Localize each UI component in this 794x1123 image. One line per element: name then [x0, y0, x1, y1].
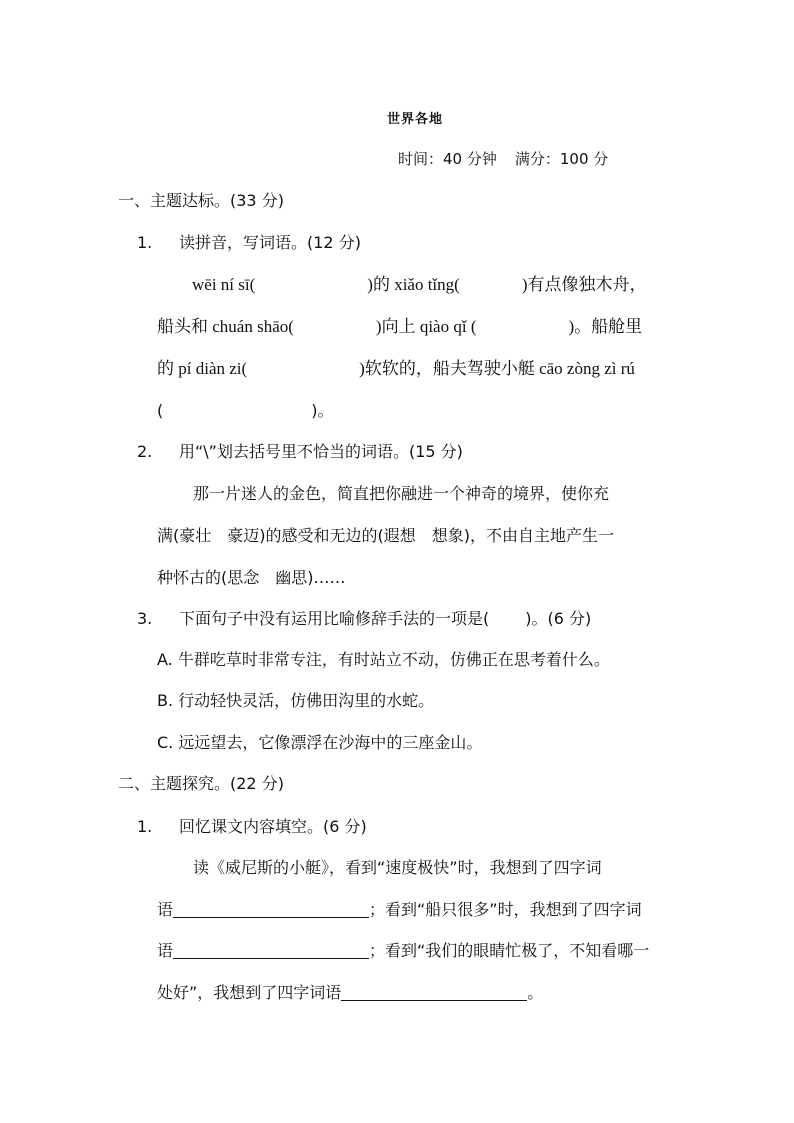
option-b: B. 行动轻快灵活，仿佛田沟里的水蛇。 [157, 691, 435, 710]
pinyin-xiaoting: )的 xiǎo tǐng( [367, 275, 460, 294]
bracket-close: )。 [311, 401, 334, 420]
pinyin-caozongziru: )软软的，船夫驾驶小艇 cāo zòng zì rú [359, 359, 635, 378]
q1-3-prompt: 下面句子中没有运用比喻修辞手法的一项是( [179, 609, 490, 628]
text-segment: 处好”，我想到了四字词语 [157, 983, 342, 1002]
answer-underline[interactable] [173, 901, 369, 918]
q2-1-number: 1. [137, 817, 153, 836]
q2-1-prompt-line [137, 816, 367, 838]
text-segment: ；看到“船只很多”时，我想到了四字词 [369, 900, 642, 919]
q1-3-prompt-line [137, 608, 591, 630]
pinyin-pidianzi: 的 pí diàn zi( [157, 359, 248, 378]
q2-1-line-3 [157, 940, 649, 962]
time-limit: 时间：40 分钟 [398, 150, 497, 168]
pinyin-weinisi: wēi ní sī( [192, 275, 256, 294]
q1-2-passage-line-2: 满(豪壮 豪迈)的感受和无边的(遐想 想象)，不由自主地产生一 [157, 526, 614, 545]
pinyin-qiaoqi: )向上 qiào qǐ ( [375, 317, 477, 336]
text-segment: ；看到“我们的眼睛忙极了，不知看哪一 [369, 941, 650, 960]
text-segment: 语 [157, 941, 174, 960]
option-a: A. 牛群吃草时非常专注，有时站立不动，仿佛正在思考着什么。 [157, 650, 610, 669]
q2-1-line-2 [157, 899, 642, 921]
q1-1-line-2 [157, 316, 642, 338]
page-title: 世界各地 [386, 112, 443, 127]
answer-underline[interactable] [173, 942, 369, 959]
option-c: C. 远远望去，它像漂浮在沙海中的三座金山。 [157, 733, 483, 752]
q1-2-passage-line-1: 那一片迷人的金色，简直把你融进一个神奇的境界，使你充 [193, 484, 610, 503]
q2-1-line-1: 读《威尼斯的小艇》，看到“速度极快”时，我想到了四字词 [193, 858, 602, 877]
exam-meta [398, 148, 608, 169]
q1-3-number: 3. [137, 609, 153, 628]
q1-1-number: 1. [137, 233, 153, 252]
q1-1-line-1 [192, 274, 647, 296]
bracket-open: ( [157, 401, 164, 420]
pinyin-chuanshao: 船头和 chuán shāo( [157, 317, 294, 336]
q1-2-number: 2. [137, 442, 153, 461]
q1-1-line-4 [157, 400, 334, 422]
q1-2-passage-line-3: 种怀古的(思念 幽思)…… [157, 568, 346, 587]
text-segment: )有点像独木舟， [521, 275, 647, 294]
text-segment: )。船舱里 [568, 317, 643, 336]
q2-1-prompt: 回忆课文内容填空。(6 分) [179, 817, 367, 836]
q1-2-prompt-line [137, 441, 463, 463]
text-segment: 。 [527, 983, 544, 1002]
q2-1-line-4 [157, 982, 543, 1004]
answer-underline[interactable] [341, 984, 527, 1001]
q1-3-score: )。(6 分) [525, 609, 592, 628]
q1-1-line-3 [157, 358, 635, 380]
q1-2-prompt: 用“\”划去括号里不恰当的词语。(15 分) [179, 442, 463, 461]
q1-1-prompt-line [137, 232, 361, 254]
full-score: 满分：100 分 [514, 150, 609, 168]
section-1-heading: 一、主题达标。(33 分) [118, 191, 284, 210]
section-2-heading: 二、主题探究。(22 分) [118, 774, 284, 793]
text-segment: 语 [157, 900, 174, 919]
q1-1-prompt: 读拼音，写词语。(12 分) [179, 233, 361, 252]
